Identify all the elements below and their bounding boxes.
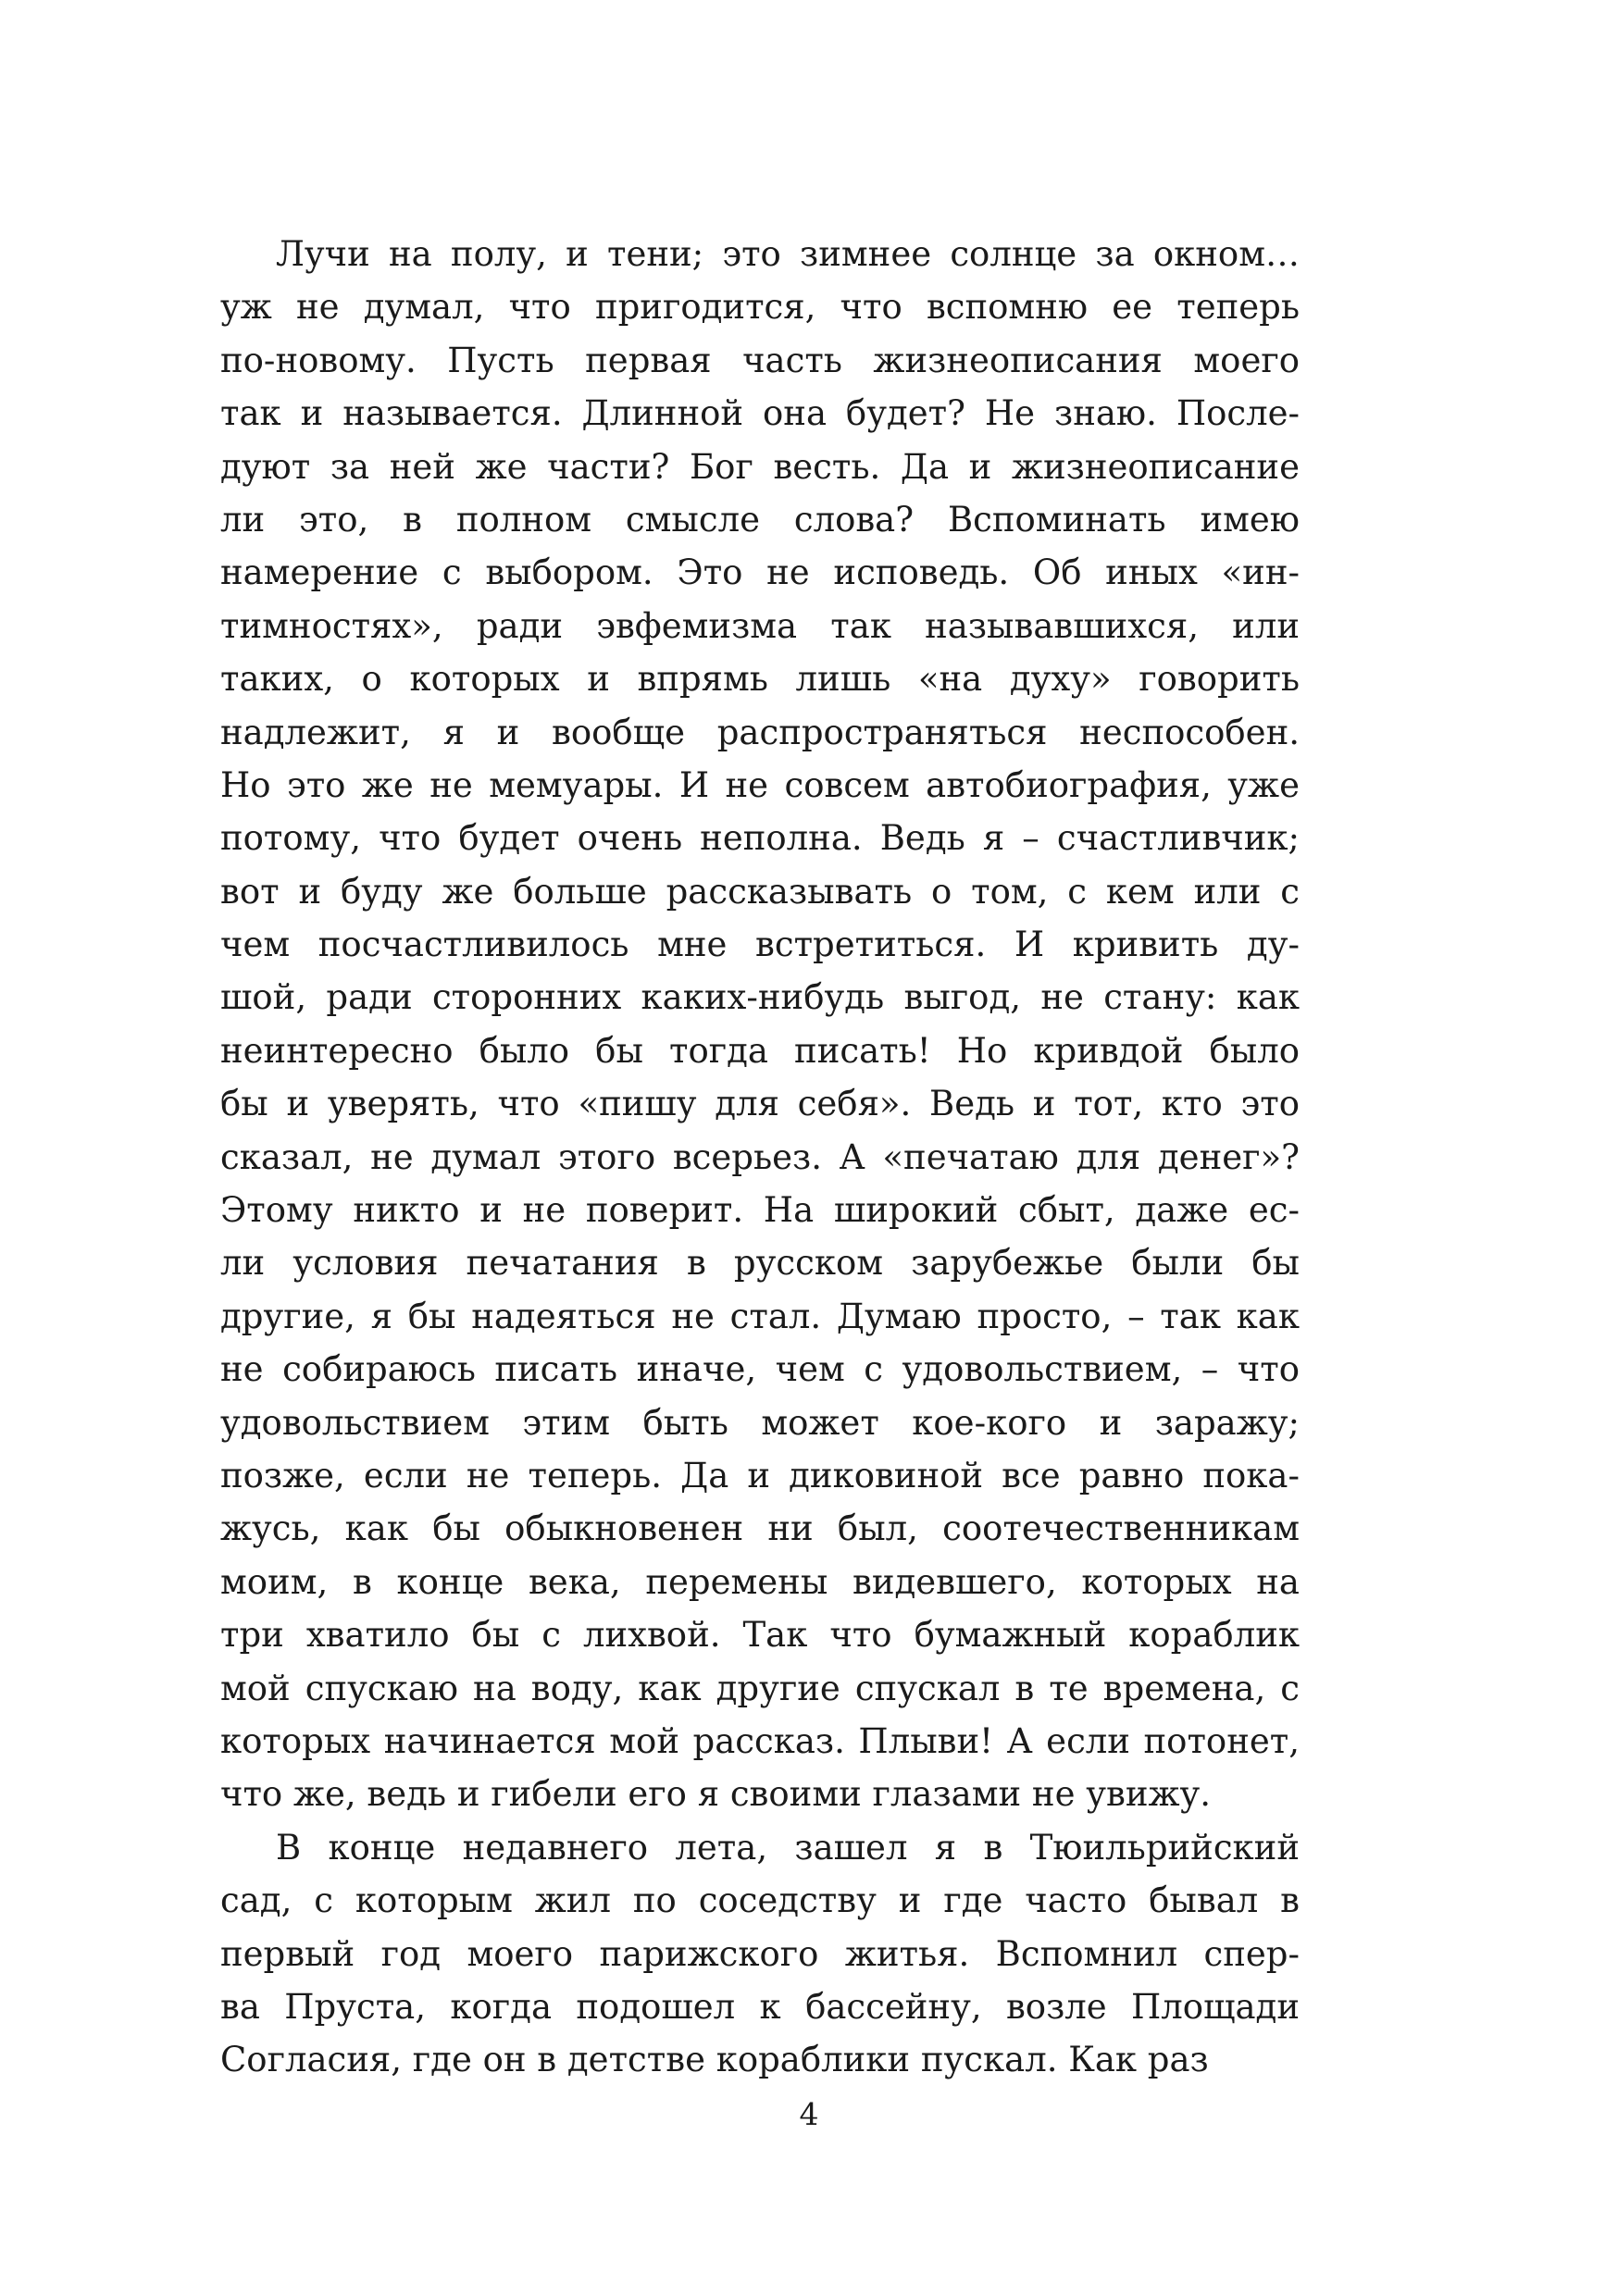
- text-line: В конце недавнего лета, зашел я в Тюильрийский: [276, 1827, 1300, 1868]
- text-line: не собираюсь писать иначе, чем с удовольствием, – что: [220, 1349, 1300, 1390]
- text-line: дуют за ней же части? Бог весть. Да и жизнеописание: [220, 446, 1300, 487]
- text-line: моим, в конце века, перемены видевшего, которых на: [220, 1561, 1300, 1602]
- text-line: жусь, как бы обыкновенен ни был, соотечественникам: [220, 1508, 1300, 1549]
- text-line: бы и уверять, что «пишу для себя». Ведь и тот, кто это: [220, 1084, 1300, 1124]
- text-line: таких, о которых и впрямь лишь «на духу» говорить: [220, 659, 1300, 700]
- text-line: уж не думал, что пригодится, что вспомню ее теперь: [220, 287, 1300, 328]
- paragraph: [220, 1821, 1300, 2087]
- text-line: мой спускаю на воду, как другие спускал в те времена, с: [220, 1668, 1300, 1708]
- text-line: надлежит, я и вообще распространяться неспособен.: [220, 712, 1300, 752]
- paragraph: [220, 228, 1300, 1821]
- text-line: Лучи на полу, и тени; это зимнее солнце за окном…: [276, 234, 1300, 274]
- text-line: вот и буду же больше рассказывать о том, с кем или с: [220, 871, 1300, 912]
- text-line: удовольствием этим быть может кое-кого и заражу;: [220, 1402, 1300, 1443]
- text-line: шой, ради сторонних каких-нибудь выгод, не стану: как: [220, 977, 1300, 1018]
- text-line: сад, с которым жил по соседству и где часто бывал в: [220, 1880, 1300, 1921]
- text-line: намерение с выбором. Это не исповедь. Об иных «ин-: [220, 552, 1300, 593]
- text-line: чем посчастливилось мне встретиться. И кривить ду-: [220, 925, 1300, 965]
- text-line: неинтересно было бы тогда писать! Но кривдой было: [220, 1030, 1300, 1071]
- text-line: другие, я бы надеяться не стал. Думаю просто, – так как: [220, 1296, 1300, 1336]
- text-line: потому, что будет очень неполна. Ведь я – счастливчик;: [220, 818, 1300, 859]
- text-line: Но это же не мемуары. И не совсем автобиография, уже: [220, 764, 1300, 805]
- text-line: позже, если не теперь. Да и диковиной все равно пока-: [220, 1455, 1300, 1496]
- text-line: Согласия, где он в детстве кораблики пускал. Как раз: [220, 2040, 1209, 2080]
- text-line: Этому никто и не поверит. На широкий сбыт, даже ес-: [220, 1190, 1300, 1231]
- text-line: ли это, в полном смысле слова? Вспоминать имею: [220, 499, 1300, 540]
- page-body: [220, 228, 1300, 2087]
- text-line: так и называется. Длинной она будет? Не знаю. После-: [220, 393, 1300, 434]
- text-line: сказал, не думал этого всерьез. А «печатаю для денег»?: [220, 1136, 1300, 1177]
- text-line: по-новому. Пусть первая часть жизнеописания моего: [220, 340, 1300, 380]
- text-line: тимностях», ради эвфемизма так называвшихся, или: [220, 605, 1300, 646]
- text-line: первый год моего парижского житья. Вспомнил спер-: [220, 1933, 1300, 1974]
- text-line: ва Пруста, когда подошел к бассейну, возле Площади: [220, 1986, 1300, 2027]
- text-line: ли условия печатания в русском зарубежье были бы: [220, 1243, 1300, 1284]
- text-line: что же, ведь и гибели его я своими глазами не увижу.: [220, 1774, 1212, 1815]
- text-line: которых начинается мой рассказ. Плыви! А если потонет,: [220, 1720, 1300, 1761]
- text-line: три хватило бы с лихвой. Так что бумажный кораблик: [220, 1615, 1300, 1656]
- page-number: 4: [799, 2096, 819, 2132]
